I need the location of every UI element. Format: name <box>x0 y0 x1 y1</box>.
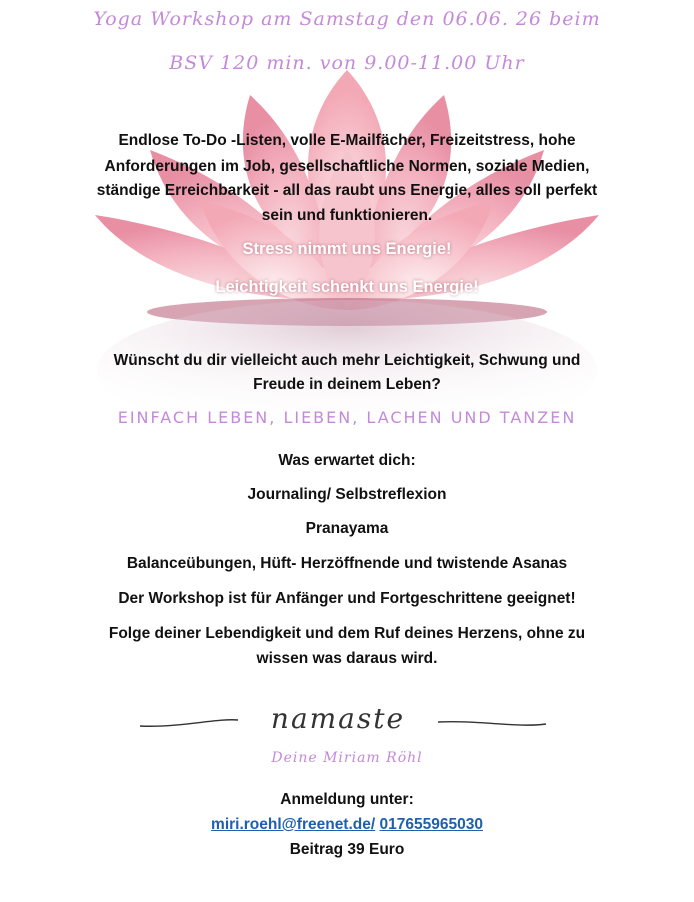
registration-label: Anmeldung unter: <box>280 791 414 808</box>
program-heading: Was erwartet dich: <box>278 452 416 469</box>
intro-line-3: ständige Erreichbarkeit - all das raubt uns Energie, alles soll perfekt <box>96 182 598 199</box>
intro-line-2: Anforderungen im Job, gesellschaftliche Normen, soziale Medien, <box>104 158 590 175</box>
intro-line-1: Endlose To-Do -Listen, volle E-Mailfächer, Freizeitstress, hohe <box>118 132 576 149</box>
fee-text: Beitrag 39 Euro <box>289 841 405 858</box>
suitability-text: Der Workshop ist für Anfänger und Fortgeschrittene geeignet! <box>118 590 576 607</box>
phone-number[interactable]: 017655965030 <box>379 816 483 833</box>
author-signature: Deine Miriam Röhl <box>271 750 423 766</box>
workshop-title-line1: Yoga Workshop am Samstag den 06.06. 26 beim <box>93 8 601 30</box>
registration-contact <box>0 812 694 838</box>
question-line-2: Freude in deinem Leben? <box>253 376 441 393</box>
workshop-title-line2: BSV 120 min. von 9.00-11.00 Uhr <box>169 52 525 74</box>
program-item-asanas: Balanceübungen, Hüft- Herzöffnende und twistende Asanas <box>126 555 568 572</box>
motto-text: EINFACH LEBEN, LIEBEN, LACHEN UND TANZEN <box>117 408 577 427</box>
closing-line-2: wissen was daraus wird. <box>256 650 438 667</box>
slogan-stress: Stress nimmt uns Energie! <box>242 240 452 258</box>
email-link[interactable]: miri.roehl@freenet.de/ <box>211 816 376 833</box>
intro-line-4: sein und funktionieren. <box>261 207 433 224</box>
program-item-journaling: Journaling/ Selbstreflexion <box>247 486 447 503</box>
namaste-signature-image <box>138 698 548 744</box>
question-line-1: Wünscht du dir vielleicht auch mehr Leichtigkeit, Schwung und <box>113 352 581 369</box>
slogan-lightness: Leichtigkeit schenkt uns Energie! <box>215 278 479 296</box>
program-item-pranayama: Pranayama <box>305 520 389 537</box>
closing-line-1: Folge deiner Lebendigkeit und dem Ruf deines Herzens, ohne zu <box>108 625 586 642</box>
namaste-text: namaste <box>270 702 406 735</box>
